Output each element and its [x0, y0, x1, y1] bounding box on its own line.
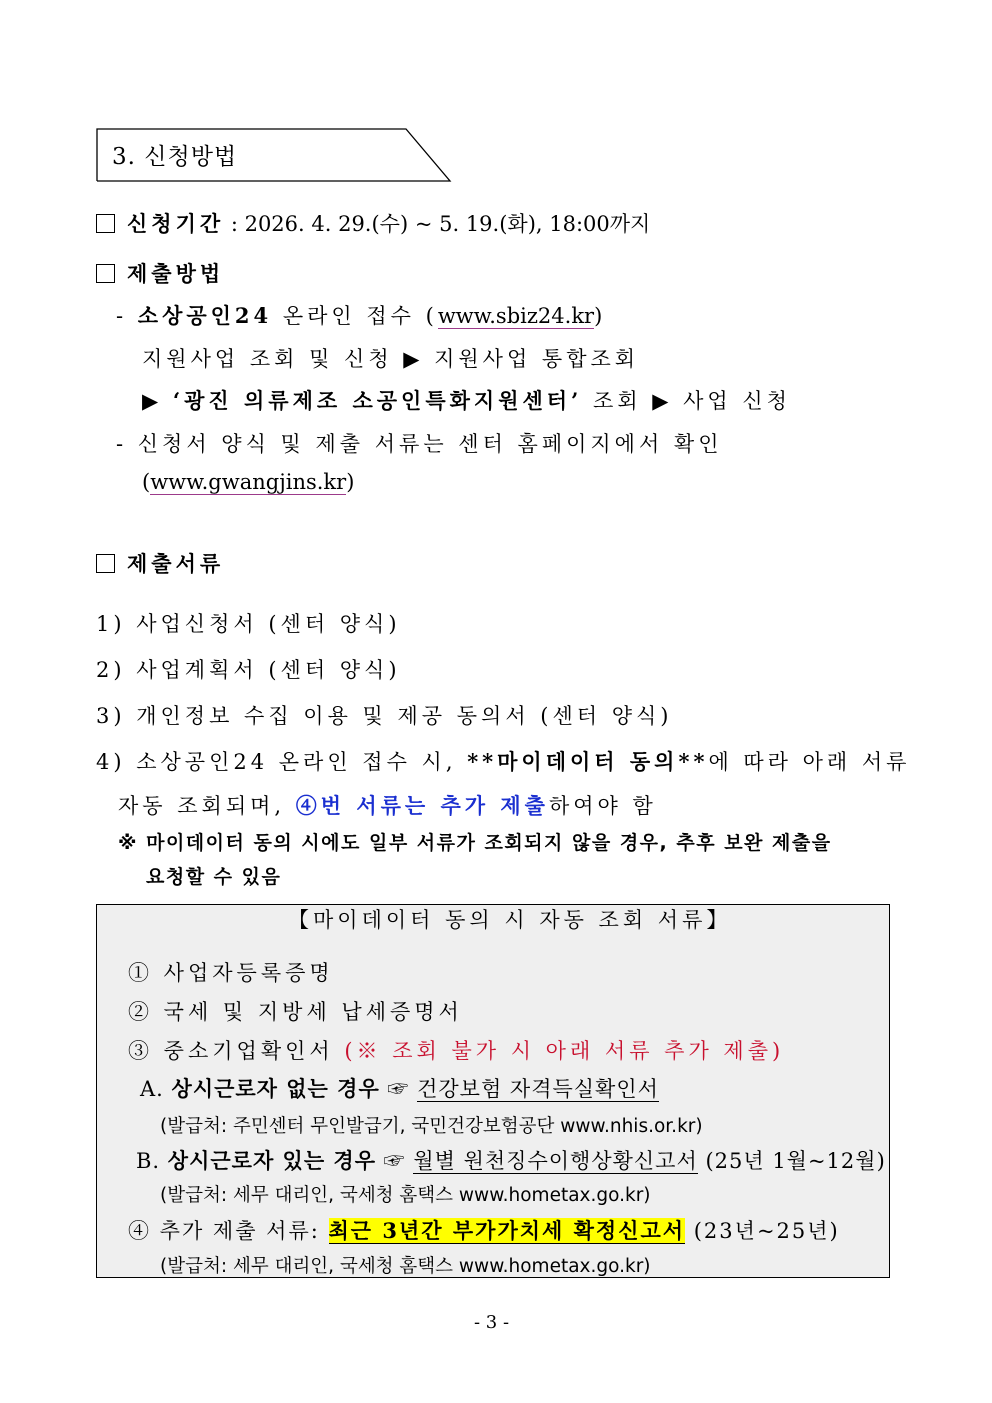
- case-b-prefix: B.: [136, 1149, 168, 1173]
- period-value: : 2026. 4. 29.(수) ~ 5. 19.(화), 18:00까지: [224, 212, 651, 236]
- case-b-period: (25년 1월~12월): [697, 1149, 886, 1173]
- doc4-main: ④ 추가 제출 서류:: [128, 1219, 329, 1243]
- pointing-hand-icon: ☞: [379, 1077, 418, 1101]
- paren-open: (: [142, 470, 151, 494]
- case-a-label: 상시근로자 없는 경우: [171, 1076, 380, 1101]
- apply-path-2: [142, 385, 791, 415]
- case-a-doc: 건강보험 자격득실확인서: [417, 1077, 659, 1101]
- sbiz24-link[interactable]: www.sbiz24.kr: [437, 304, 595, 328]
- doc-item-4-cont: [118, 790, 657, 820]
- case-a-prefix: A.: [140, 1077, 172, 1101]
- auto-doc-3: [128, 1035, 784, 1065]
- online-line: [116, 300, 606, 330]
- auto-doc-1: ① 사업자등록증명: [128, 961, 334, 985]
- center-name: ‘광진 의류제조 소공인특화지원센터’: [172, 388, 583, 413]
- docs-row: [96, 548, 224, 578]
- case-a-line: [140, 1073, 659, 1103]
- auto-box-title: 【마이데이터 동의 시 자동 조회 서류】: [288, 908, 732, 932]
- online-name: 소상공인24: [137, 303, 273, 328]
- form-line: - 신청서 양식 및 제출 서류는 센터 홈페이지에서 확인: [116, 432, 723, 456]
- section-title-box: [96, 128, 452, 182]
- doc4-period: (23년~25년): [685, 1219, 840, 1243]
- item4-text-a: 4) 소상공인24 온라인 접수 시,: [96, 750, 468, 774]
- method-label: 제출방법: [127, 261, 225, 286]
- path-rest: 조회 ▶ 사업 신청: [582, 389, 791, 413]
- case-b-line: [136, 1145, 886, 1175]
- form-url-line: [142, 470, 354, 494]
- dash-text: -: [116, 304, 138, 328]
- case-a-issuer: (발급처: 주민센터 무인발급기, 국민건강보험공단 www.nhis.or.kr): [160, 1116, 703, 1137]
- checkbox-icon: [96, 554, 115, 573]
- case-b-doc: 월별 원천징수이행상황신고서: [413, 1149, 698, 1173]
- auto-doc-2: ② 국세 및 지방세 납세증명서: [128, 1000, 463, 1024]
- item4-text-d: 자동 조회되며,: [118, 794, 296, 818]
- doc-item-4: [96, 746, 910, 776]
- section-title: 3. 신청방법: [112, 144, 238, 170]
- checkbox-icon: [96, 264, 115, 283]
- case-b-issuer: (발급처: 세무 대리인, 국세청 홈택스 www.hometax.go.kr): [160, 1185, 651, 1206]
- case-b-label: 상시근로자 있는 경우: [167, 1148, 376, 1173]
- doc-item-3: 3) 개인정보 수집 이용 및 제공 동의서 (센터 양식): [96, 704, 673, 728]
- item4-text-f: 하여야 함: [548, 794, 657, 818]
- arrow-icon: ▶: [142, 389, 173, 413]
- doc3-red-note: (※ 조회 불가 시 아래 서류 추가 제출): [344, 1039, 785, 1063]
- apply-path-1: 지원사업 조회 및 신청 ▶ 지원사업 통합조회: [142, 347, 640, 371]
- doc-item-2: 2) 사업계획서 (센터 양식): [96, 658, 401, 682]
- doc4-issuer: (발급처: 세무 대리인, 국세청 홈택스 www.hometax.go.kr): [160, 1256, 651, 1277]
- note-line-1: ※ 마이데이터 동의 시에도 일부 서류가 조회되지 않을 경우, 추후 보완 제출을: [118, 832, 832, 854]
- paren-close: ): [594, 304, 607, 328]
- doc4-highlight: 최근 3년간 부가가치세 확정신고서: [328, 1218, 686, 1243]
- note-line-2: 요청할 수 있음: [146, 866, 282, 888]
- mydata-consent: **마이데이터 동의**: [467, 749, 709, 774]
- auto-doc-4: [128, 1215, 840, 1245]
- doc-item-1: 1) 사업신청서 (센터 양식): [96, 612, 401, 636]
- pointing-hand-icon: ☞: [376, 1149, 414, 1173]
- item4-text-c: 에 따라 아래 서류: [708, 750, 911, 774]
- page-number: - 3 -: [474, 1312, 510, 1333]
- period-label: 신청기간: [127, 211, 225, 236]
- method-row: [96, 258, 224, 288]
- gwangjins-link[interactable]: www.gwangjins.kr: [150, 470, 347, 494]
- item4-extra-submit: ④번 서류는 추가 제출: [295, 793, 549, 818]
- doc3-main: ③ 중소기업확인서: [128, 1039, 345, 1063]
- checkbox-icon: [96, 214, 115, 233]
- period-row: [96, 208, 650, 238]
- online-text: 온라인 접수 (: [272, 304, 438, 328]
- paren-close: ): [346, 470, 355, 494]
- docs-label: 제출서류: [127, 551, 225, 576]
